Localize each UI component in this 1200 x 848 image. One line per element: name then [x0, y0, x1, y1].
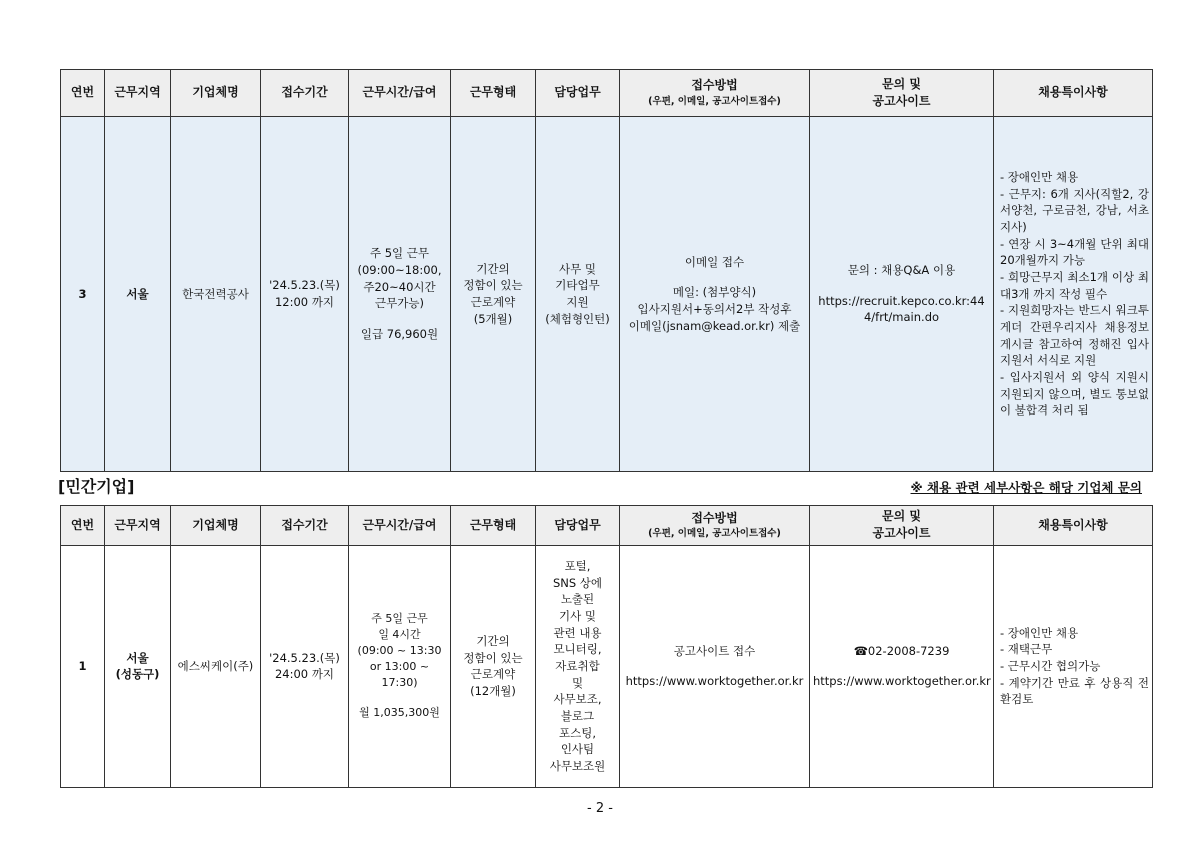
page-number: - 2 - — [587, 801, 613, 816]
inquiry-phone: ☎02-2008-7239 — [853, 643, 950, 658]
duty-line: 및 — [571, 675, 584, 690]
header-inquiry-line1: 문의 및 — [882, 509, 921, 523]
header-company: 기업체명 — [171, 70, 261, 117]
header-method-sub: (우편, 이메일, 공고사이트접수) — [648, 95, 781, 107]
public-job-table — [60, 69, 1153, 472]
type-line: 기간의 — [476, 261, 510, 276]
row-method — [620, 545, 810, 787]
type-line: 정함이 있는 — [463, 278, 523, 293]
period-line: 12:00 까지 — [274, 295, 334, 309]
header-hours-pay: 근무시간/급여 — [349, 506, 451, 546]
header-region: 근무지역 — [105, 70, 171, 117]
duty-line: 사무보조, — [553, 692, 602, 707]
duty-line: 자료취합 — [555, 658, 600, 673]
duty-line: 사무 및 — [559, 261, 596, 276]
method-line: 입사지원서+동의서2부 작성후 — [637, 302, 792, 316]
header-method — [620, 70, 810, 117]
duty-line: 기타업무 — [555, 278, 600, 293]
note-item: - 지원희망자는 반드시 워크투게더 간편우리지사 채용정보 게시글 참고하여 정해진 입사지원서 서식로 지원 — [1000, 303, 1149, 368]
duty-line: 지원 — [566, 295, 589, 309]
note-item: - 근무지: 6개 지사(직할2, 강서양천, 구로금천, 강남, 서초지사) — [1000, 186, 1149, 234]
header-duty: 담당업무 — [536, 506, 620, 546]
duty-line: SNS 상에 — [552, 575, 603, 590]
row-inquiry — [810, 117, 994, 472]
header-region: 근무지역 — [105, 506, 171, 546]
row-period — [261, 117, 349, 472]
header-inquiry-line2: 공고사이트 — [872, 526, 931, 541]
header-company: 기업체명 — [171, 506, 261, 546]
duty-line: 인사팀 — [560, 742, 595, 757]
note-item: - 입사지원서 외 양식 지원시 지원되지 않으며, 별도 통보없이 불합격 처리 됨 — [1000, 370, 1149, 418]
duty-line: 노출된 — [560, 592, 595, 607]
row-special-notes — [994, 545, 1153, 787]
duty-line: 포털, — [564, 558, 591, 573]
row-inquiry — [810, 545, 994, 787]
method-line: 이메일(jsnam@kead.or.kr) 제출 — [628, 318, 801, 333]
period-line: 24:00 까지 — [274, 667, 334, 682]
header-special: 채용특이사항 — [994, 506, 1153, 546]
row-period — [261, 545, 349, 787]
row-type — [451, 545, 536, 787]
duty-line: 블로그 — [560, 708, 595, 723]
header-inquiry — [810, 70, 994, 117]
duty-line: 포스팅, — [559, 725, 596, 740]
row-region: 서울 — [105, 117, 171, 472]
region-line: (성동구) — [115, 667, 160, 682]
section-note: ※ 채용 관련 세부사항은 해당 기업체 문의 — [910, 480, 1142, 495]
hours-line: 일 4시간 — [378, 628, 421, 642]
row-type — [451, 117, 536, 472]
row-duty — [536, 117, 620, 472]
hours-line: 주 5일 근무 — [369, 246, 430, 261]
type-line: 근로계약 — [470, 295, 516, 309]
note-item: - 계약기간 만료 후 상용직 전환검토 — [1000, 675, 1149, 707]
method-title: 공고사이트 접수 — [673, 643, 756, 658]
hours-line: (09:00 ~ 13:30 — [357, 644, 442, 658]
header-method — [620, 506, 810, 546]
table-row — [61, 117, 1153, 472]
header-period: 접수기간 — [261, 506, 349, 546]
type-line: 정함이 있는 — [463, 650, 523, 665]
type-line: 기간의 — [476, 633, 510, 648]
row-company: 에스씨케이(주) — [171, 545, 261, 787]
hours-line: 주 5일 근무 — [371, 612, 428, 626]
table-row — [61, 545, 1153, 787]
row-company: 한국전력공사 — [171, 117, 261, 472]
type-line: 근로계약 — [470, 667, 516, 682]
note-item: - 희망근무지 최소1개 이상 최대3개 까지 작성 필수 — [1000, 269, 1149, 301]
row-special-notes — [994, 117, 1153, 472]
note-item: - 장애인만 채용 — [1000, 625, 1079, 640]
inquiry-site-link[interactable]: https://www.worktogether.or.kr — [813, 674, 991, 689]
header-type: 근무형태 — [451, 506, 536, 546]
row-no: 3 — [61, 117, 105, 472]
inquiry-site-link[interactable]: https://recruit.kepco.co.kr:444/frt/main.do — [818, 293, 985, 325]
duty-line: 기사 및 — [559, 608, 596, 623]
header-method-title: 접수방법 — [691, 510, 738, 525]
row-region — [105, 545, 171, 787]
table-header-row — [61, 70, 1153, 117]
header-hours-pay: 근무시간/급여 — [349, 70, 451, 117]
note-item: - 연장 시 3~4개월 단위 최대 20개월까지 가능 — [1000, 236, 1149, 268]
row-duty — [536, 545, 620, 787]
header-no: 연번 — [61, 506, 105, 546]
duty-line: (체험형인턴) — [545, 311, 610, 326]
row-hours-pay — [349, 545, 451, 787]
header-type: 근무형태 — [451, 70, 536, 117]
section-title: [민간기업] — [58, 477, 135, 496]
header-inquiry-line2: 공고사이트 — [872, 94, 931, 108]
type-line: (12개월) — [470, 683, 516, 698]
table-header-row — [61, 506, 1153, 546]
period-line: '24.5.23.(목) — [269, 278, 340, 293]
hours-line: 근무가능) — [375, 296, 424, 311]
header-special: 채용특이사항 — [994, 70, 1153, 117]
duty-line: 사무보조원 — [549, 758, 606, 773]
header-method-sub: (우편, 이메일, 공고사이트접수) — [648, 528, 781, 540]
hours-line: or 13:00 ~ 17:30) — [369, 660, 430, 690]
inquiry-text: 문의 : 채용Q&A 이용 — [847, 262, 956, 277]
hours-line: 주20~40시간 — [363, 279, 436, 294]
method-title: 이메일 접수 — [684, 254, 745, 269]
header-no: 연번 — [61, 70, 105, 117]
private-job-table — [60, 505, 1153, 788]
hours-line: (09:00~18:00, — [357, 262, 442, 277]
region-line: 서울 — [126, 650, 149, 665]
note-item: - 장애인만 채용 — [1000, 169, 1079, 184]
method-site-link[interactable]: https://www.worktogether.or.kr — [625, 674, 804, 689]
note-item: - 근무시간 협의가능 — [1000, 658, 1101, 673]
header-period: 접수기간 — [261, 70, 349, 117]
period-line: '24.5.23.(목) — [269, 650, 340, 665]
header-method-title: 접수방법 — [691, 78, 738, 93]
note-item: - 재택근무 — [1000, 642, 1053, 657]
header-inquiry — [810, 506, 994, 546]
row-method — [620, 117, 810, 472]
type-line: (5개월) — [473, 311, 513, 326]
method-line: 메일: (첨부양식) — [672, 285, 757, 300]
pay-line: 일급 76,960원 — [360, 327, 439, 341]
header-inquiry-line1: 문의 및 — [882, 76, 921, 91]
header-duty: 담당업무 — [536, 70, 620, 117]
duty-line: 관련 내용 — [553, 625, 602, 640]
pay-line: 월 1,035,300원 — [359, 706, 440, 720]
row-hours-pay — [349, 117, 451, 472]
row-no: 1 — [61, 545, 105, 787]
duty-line: 모니터링, — [553, 642, 602, 657]
